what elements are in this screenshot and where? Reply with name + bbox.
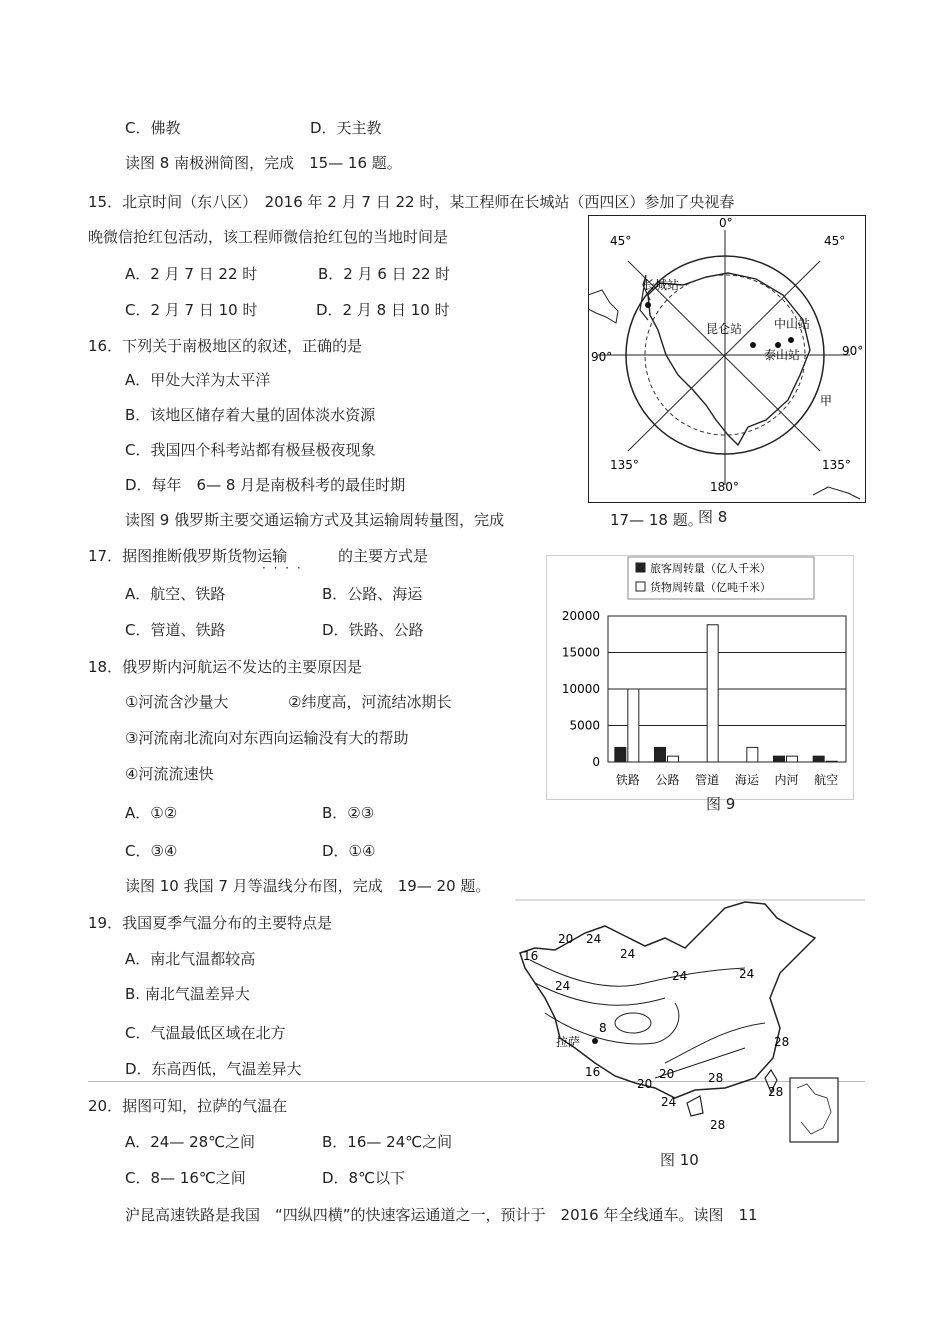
legend-swatch-passenger	[636, 563, 645, 572]
q17-stem-end: 的主要方式是	[338, 547, 429, 565]
label-180: 180°	[710, 480, 739, 494]
bar-freight-2	[707, 625, 718, 762]
category-label: 航空	[814, 773, 839, 787]
read-fig8-intro: 读图 8 南极洲简图，完成 15— 16 题。	[125, 154, 402, 172]
bar-freight-1	[668, 756, 679, 762]
q16-stem: 16．下列关于南极地区的叙述，正确的是	[88, 337, 363, 355]
isotherm-label-28a: 28	[708, 1071, 724, 1085]
q18-item-2: ②纬度高，河流结冰期长	[288, 693, 452, 711]
q17-option-b: B．公路、海运	[322, 585, 423, 603]
figure-8-antarctica-map	[588, 215, 866, 503]
q18-stem: 18．俄罗斯内河航运不发达的主要原因是	[88, 658, 363, 676]
isotherm-label-20a: 20	[558, 932, 574, 946]
isotherm-label-24c: 24	[672, 969, 688, 983]
bar-freight-4	[787, 756, 798, 762]
isotherm-label-24b: 24	[620, 947, 636, 961]
label-lasa: 拉萨	[556, 1035, 581, 1049]
q18-item-1: ①河流含沙量大	[125, 693, 229, 711]
q18-option-b: B．②③	[322, 804, 375, 822]
q19-option-a: A．南北气温都较高	[125, 950, 256, 968]
q15-stem-2: 晚微信抢红包活动，该工程师微信抢红包的当地时间是	[88, 228, 449, 246]
q19-option-d: D．东高西低，气温差异大	[125, 1060, 302, 1078]
bar-passenger-5	[813, 756, 824, 762]
q18-option-a: A．①②	[125, 804, 178, 822]
q15-option-d: D．2 月 8 日 10 时	[316, 301, 450, 319]
label-0deg: 0°	[719, 216, 733, 230]
figure-10-caption: 图 10	[660, 1151, 699, 1169]
figure-8-caption: 图 8	[698, 508, 728, 526]
q20-option-d: D．8℃以下	[322, 1169, 405, 1187]
figure-9-caption: 图 9	[706, 795, 736, 813]
label-135-right: 135°	[822, 458, 851, 472]
bar-freight-5	[826, 761, 837, 762]
label-90-left: 90°	[591, 350, 613, 364]
ytick-label: 0	[592, 755, 600, 769]
kunlun-dot	[750, 342, 756, 348]
isotherm-28-south	[665, 1023, 765, 1063]
q19-option-c: C．气温最低区域在北方	[125, 1024, 286, 1042]
q16-option-b: B．该地区储存着大量的固体淡水资源	[125, 406, 376, 424]
q18-option-c: C．③④	[125, 842, 178, 860]
q16-option-c: C．我国四个科考站都有极昼极夜现象	[125, 441, 376, 459]
q15-option-a: A．2 月 7 日 22 时	[125, 265, 258, 283]
bar-freight-3	[747, 747, 758, 762]
isotherm-label-24d: 24	[739, 967, 755, 981]
q20-option-b: B．16— 24℃之间	[322, 1133, 453, 1151]
isotherm-label-16b: 16	[585, 1065, 601, 1079]
bar-passenger-0	[615, 747, 626, 762]
bar-passenger-1	[655, 747, 666, 762]
isotherm-label-20b: 20	[637, 1077, 653, 1091]
isotherm-label-20c: 20	[659, 1067, 675, 1081]
q20-option-a: A．24— 28℃之间	[125, 1133, 256, 1151]
figure-10-china-isotherm-map	[515, 898, 865, 1146]
q17-option-a: A．航空、铁路	[125, 585, 226, 603]
category-label: 公路	[655, 773, 680, 787]
q16-option-a: A．甲处大洋为太平洋	[125, 371, 271, 389]
isotherm-label-28b: 28	[774, 1035, 790, 1049]
isotherm-label-24a: 24	[586, 932, 602, 946]
legend-swatch-freight	[636, 582, 645, 591]
ytick-label: 10000	[561, 682, 600, 696]
q17-stem: 17．据图推断俄罗斯货物运输	[88, 547, 288, 565]
q21-intro: 沪昆高速铁路是我国 “四纵四横”的快速客运通道之一，预计于 2016 年全线通车。读图 11	[125, 1206, 758, 1224]
q17-option-c: C．管道、铁路	[125, 621, 226, 639]
read-fig10-intro: 读图 10 我国 7 月等温线分布图，完成 19— 20 题。	[125, 877, 491, 895]
q19-option-b: B. 南北气温差异大	[125, 985, 250, 1003]
q18-option-d: D．①④	[322, 842, 376, 860]
q19-stem: 19．我国夏季气温分布的主要特点是	[88, 914, 333, 932]
label-45-left: 45°	[610, 234, 632, 248]
label-jia: 甲	[820, 394, 833, 408]
isotherm-label-16a: 16	[523, 949, 539, 963]
q14-option-c: C．佛教	[125, 119, 181, 137]
legend-label-passenger: 旅客周转量（亿人千米）	[650, 562, 771, 575]
q16-option-d: D．每年 6— 8 月是南极科考的最佳时期	[125, 476, 406, 494]
lasa-dot	[592, 1038, 598, 1044]
q17-emphasis-dots: · · · ·	[262, 561, 303, 575]
label-taishan: 泰山站	[764, 348, 801, 362]
label-90-right: 90°	[842, 344, 864, 358]
isotherm-8-closed	[615, 1013, 651, 1033]
bar-freight-0	[628, 689, 639, 762]
isotherm-label-24f: 24	[661, 1095, 677, 1109]
read-fig9-intro: 读图 9 俄罗斯主要交通运输方式及其运输周转量图，完成	[125, 511, 505, 529]
ytick-label: 15000	[561, 645, 600, 660]
q15-stem-1: 15．北京时间（东八区） 2016 年 2 月 7 日 22 时，某工程师在长城站（西四区）参加了央视春	[88, 193, 735, 211]
q17-option-d: D．铁路、公路	[322, 621, 424, 639]
ytick-label: 20000	[561, 609, 600, 623]
zhongshan-dot	[788, 337, 794, 343]
q14-option-d: D．天主教	[310, 119, 382, 137]
q15-option-b: B．2 月 6 日 22 时	[318, 265, 451, 283]
q18-item-3: ③河流南北流向对东西向运输没有大的帮助	[125, 729, 409, 747]
category-label: 铁路	[615, 773, 640, 787]
category-label: 海运	[734, 773, 759, 787]
category-label: 管道	[695, 773, 720, 787]
legend-label-freight: 货物周转量（亿吨千米）	[650, 581, 771, 594]
read-fig9-range: 17— 18 题。	[610, 511, 703, 529]
isotherm-label-28d: 28	[710, 1118, 726, 1132]
bar-passenger-4	[774, 756, 785, 762]
label-45-right: 45°	[824, 234, 846, 248]
isotherm-label-24e: 24	[555, 979, 571, 993]
label-zhongshan: 中山站	[774, 317, 811, 331]
q18-item-4: ④河流流速快	[125, 765, 214, 783]
category-label: 内河	[774, 773, 799, 787]
q20-option-c: C．8— 16℃之间	[125, 1169, 246, 1187]
hainan-island	[687, 1096, 703, 1116]
q20-stem: 20．据图可知，拉萨的气温在	[88, 1097, 288, 1115]
changcheng-dot	[645, 302, 651, 308]
q15-option-c: C．2 月 7 日 10 时	[125, 301, 258, 319]
label-135-left: 135°	[610, 458, 639, 472]
ytick-label: 5000	[569, 718, 600, 733]
figure-9-chart	[546, 555, 854, 800]
label-changcheng: 长城站	[643, 278, 680, 292]
label-kunlun: 昆仑站	[706, 322, 743, 336]
isotherm-label-28c: 28	[768, 1085, 784, 1099]
isotherm-label-8: 8	[599, 1021, 607, 1035]
